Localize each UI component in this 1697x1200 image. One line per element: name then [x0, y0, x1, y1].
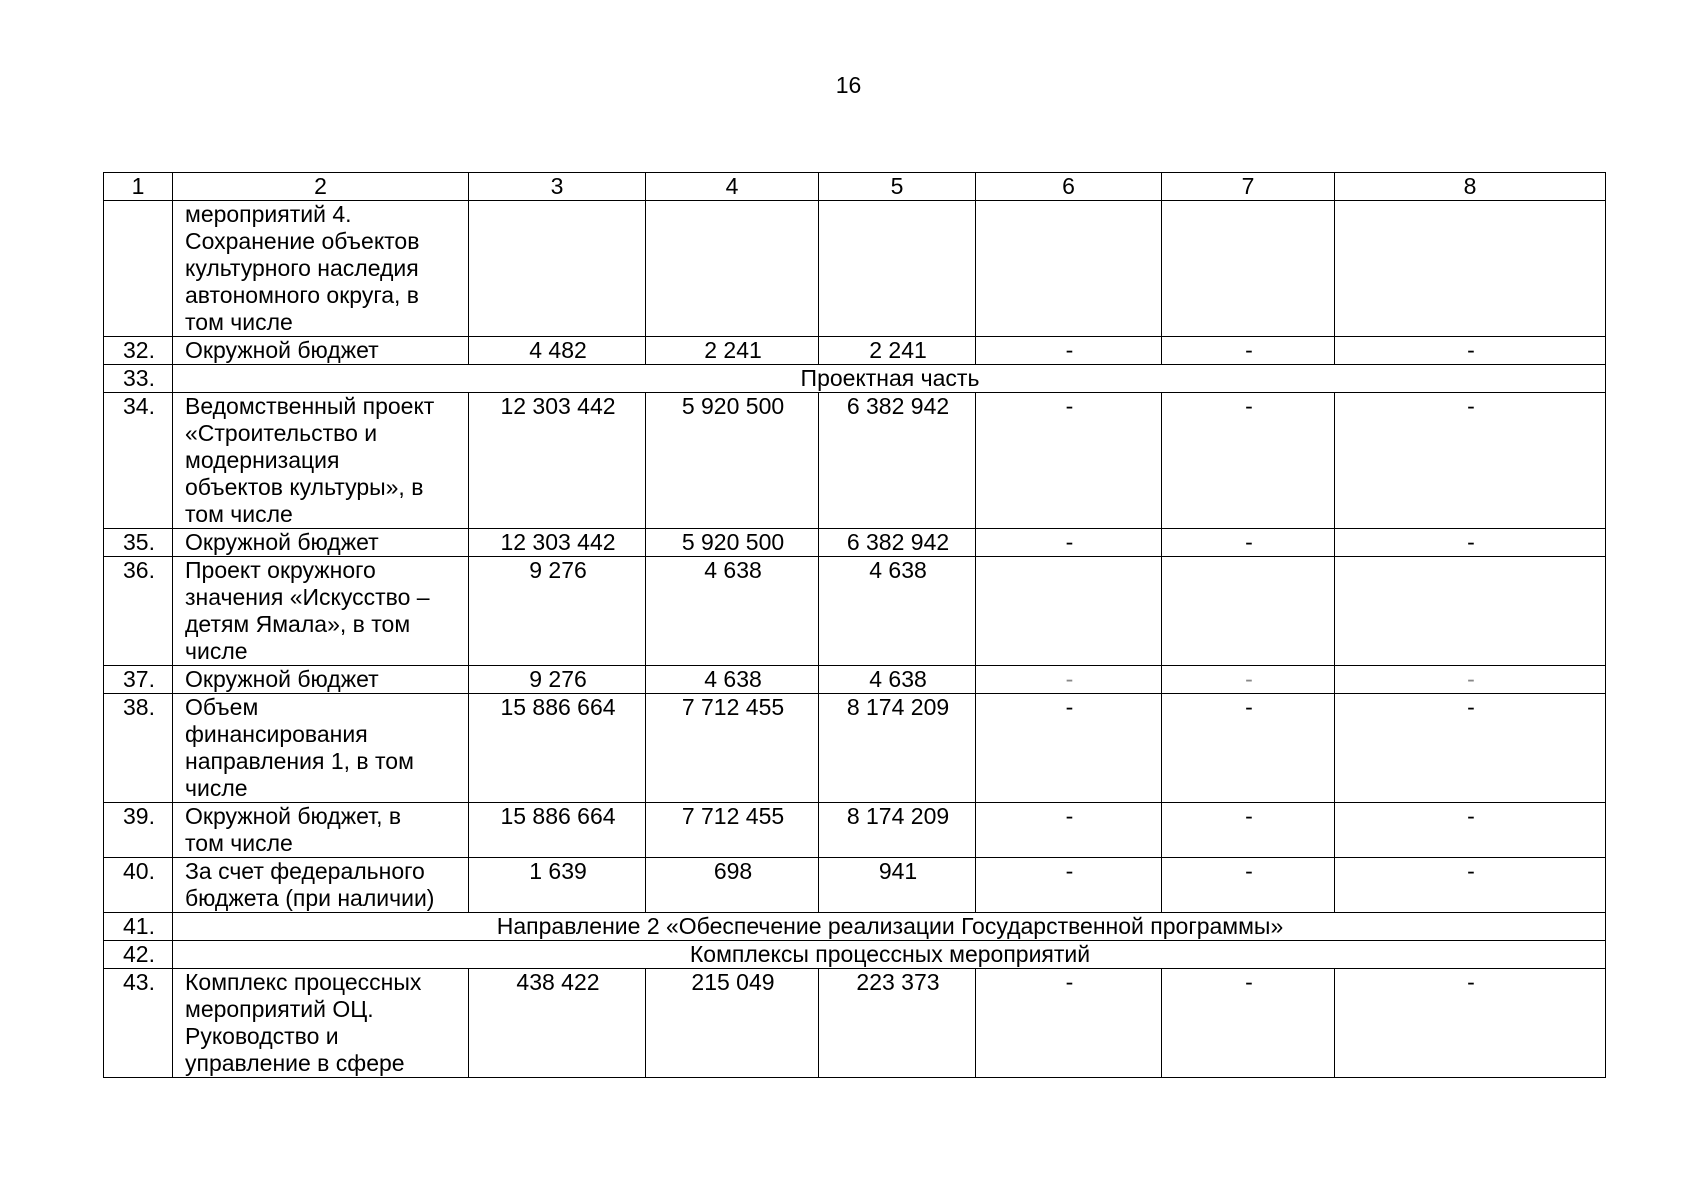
section-title: Проектная часть	[173, 365, 1606, 393]
value-cell-dash: -	[1162, 858, 1335, 913]
table-row	[104, 969, 1606, 1078]
row-number: 43.	[104, 969, 173, 1078]
value-cell: 7 712 455	[646, 694, 819, 803]
table-row	[104, 694, 1606, 803]
section-row	[104, 913, 1606, 941]
table-row	[104, 557, 1606, 666]
value-cell	[646, 201, 819, 337]
value-cell-dash	[1335, 201, 1606, 337]
table-row	[104, 529, 1606, 557]
value-cell: 7 712 455	[646, 803, 819, 858]
header-cell: 8	[1335, 173, 1606, 201]
value-cell-dash	[1162, 557, 1335, 666]
row-number: 36.	[104, 557, 173, 666]
value-cell-dash: -	[1162, 337, 1335, 365]
row-number: 38.	[104, 694, 173, 803]
table-row	[104, 666, 1606, 694]
row-number: 39.	[104, 803, 173, 858]
value-cell: 5 920 500	[646, 393, 819, 529]
value-cell: 15 886 664	[469, 803, 646, 858]
value-cell: 8 174 209	[819, 694, 976, 803]
value-cell: 12 303 442	[469, 529, 646, 557]
value-cell: 215 049	[646, 969, 819, 1078]
row-description: Проект окружного значения «Искусство – детям Ямала», в том числе	[173, 557, 469, 666]
value-cell: 941	[819, 858, 976, 913]
row-number: 32.	[104, 337, 173, 365]
value-cell: 4 638	[819, 557, 976, 666]
value-cell: 4 638	[646, 666, 819, 694]
value-cell: 6 382 942	[819, 529, 976, 557]
header-cell: 3	[469, 173, 646, 201]
header-cell: 1	[104, 173, 173, 201]
header-row	[104, 173, 1606, 201]
value-cell-dash: -	[1162, 803, 1335, 858]
row-number: 34.	[104, 393, 173, 529]
header-cell: 2	[173, 173, 469, 201]
value-cell: 4 638	[646, 557, 819, 666]
value-cell-dash	[1335, 557, 1606, 666]
row-number: 35.	[104, 529, 173, 557]
row-description: За счет федерального бюджета (при наличии)	[173, 858, 469, 913]
section-title: Направление 2 «Обеспечение реализации Государственной программы»	[173, 913, 1606, 941]
header-cell: 6	[976, 173, 1162, 201]
header-cell: 5	[819, 173, 976, 201]
value-cell-dash: -	[1335, 337, 1606, 365]
value-cell: 9 276	[469, 666, 646, 694]
section-title: Комплексы процессных мероприятий	[173, 941, 1606, 969]
row-description: Окружной бюджет, в том числе	[173, 803, 469, 858]
value-cell-dash: -	[976, 694, 1162, 803]
value-cell: 2 241	[646, 337, 819, 365]
value-cell-dash: -	[1335, 666, 1606, 694]
row-description: Окружной бюджет	[173, 529, 469, 557]
value-cell-dash: -	[976, 666, 1162, 694]
value-cell: 9 276	[469, 557, 646, 666]
value-cell: 15 886 664	[469, 694, 646, 803]
value-cell: 5 920 500	[646, 529, 819, 557]
value-cell: 12 303 442	[469, 393, 646, 529]
table-row	[104, 337, 1606, 365]
value-cell-dash: -	[976, 803, 1162, 858]
row-description: Ведомственный проект «Строительство и модернизация объектов культуры», в том числе	[173, 393, 469, 529]
value-cell-dash: -	[1162, 969, 1335, 1078]
value-cell-dash: -	[976, 969, 1162, 1078]
value-cell-dash	[976, 201, 1162, 337]
header-cell: 7	[1162, 173, 1335, 201]
table-row	[104, 858, 1606, 913]
row-number: 33.	[104, 365, 173, 393]
table-row	[104, 393, 1606, 529]
row-number: 37.	[104, 666, 173, 694]
value-cell-dash: -	[1162, 529, 1335, 557]
row-description: Комплекс процессных мероприятий ОЦ. Руководство и управление в сфере	[173, 969, 469, 1078]
value-cell-dash: -	[1335, 529, 1606, 557]
row-description: Окружной бюджет	[173, 666, 469, 694]
row-number: 42.	[104, 941, 173, 969]
value-cell: 8 174 209	[819, 803, 976, 858]
row-number: 40.	[104, 858, 173, 913]
value-cell: 4 482	[469, 337, 646, 365]
value-cell	[469, 201, 646, 337]
value-cell-dash: -	[1162, 694, 1335, 803]
row-number	[104, 201, 173, 337]
value-cell	[819, 201, 976, 337]
value-cell-dash: -	[1335, 393, 1606, 529]
value-cell: 6 382 942	[819, 393, 976, 529]
table-row	[104, 201, 1606, 337]
value-cell-dash: -	[976, 529, 1162, 557]
value-cell: 698	[646, 858, 819, 913]
value-cell-dash: -	[1335, 858, 1606, 913]
value-cell-dash: -	[1162, 393, 1335, 529]
value-cell: 1 639	[469, 858, 646, 913]
value-cell-dash	[1162, 201, 1335, 337]
value-cell-dash: -	[1335, 803, 1606, 858]
section-row	[104, 941, 1606, 969]
value-cell-dash: -	[976, 393, 1162, 529]
value-cell-dash	[976, 557, 1162, 666]
table-row	[104, 803, 1606, 858]
value-cell: 438 422	[469, 969, 646, 1078]
value-cell-dash: -	[976, 337, 1162, 365]
value-cell: 4 638	[819, 666, 976, 694]
value-cell: 2 241	[819, 337, 976, 365]
section-row	[104, 365, 1606, 393]
value-cell-dash: -	[976, 858, 1162, 913]
row-description: мероприятий 4. Сохранение объектов культурного наследия автономного округа, в том числе	[173, 201, 469, 337]
header-cell: 4	[646, 173, 819, 201]
row-number: 41.	[104, 913, 173, 941]
value-cell-dash: -	[1335, 969, 1606, 1078]
value-cell-dash: -	[1335, 694, 1606, 803]
budget-table	[103, 172, 1606, 1078]
row-description: Объем финансирования направления 1, в том числе	[173, 694, 469, 803]
value-cell: 223 373	[819, 969, 976, 1078]
page-number: 16	[835, 72, 862, 98]
value-cell-dash: -	[1162, 666, 1335, 694]
row-description: Окружной бюджет	[173, 337, 469, 365]
